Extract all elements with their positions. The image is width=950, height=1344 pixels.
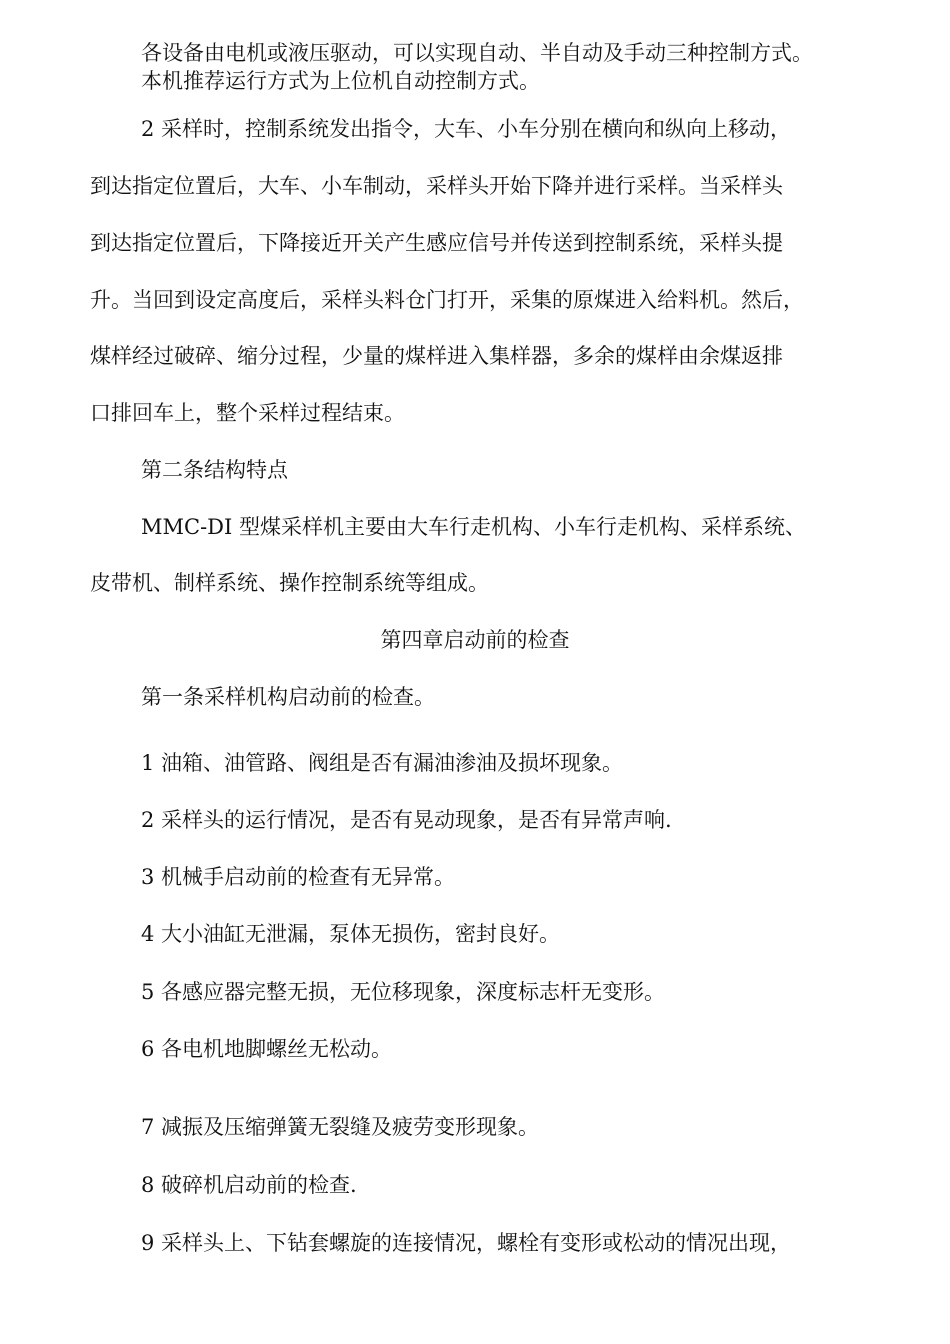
checklist-item: 1 油箱、油管路、阀组是否有漏油渗油及损坏现象。	[141, 751, 624, 775]
paragraph-line: 本机推荐运行方式为上位机自动控制方式。	[141, 69, 540, 93]
checklist-item: 3 机械手启动前的检查有无异常。	[141, 865, 456, 889]
paragraph-line: 皮带机、制样系统、操作控制系统等组成。	[90, 571, 489, 595]
paragraph-line: 煤样经过破碎、缩分过程，少量的煤样进入集样器，多余的煤样由余煤返排	[90, 344, 783, 368]
section-heading: 第二条结构特点	[141, 458, 288, 482]
article-heading: 第一条采样机构启动前的检查。	[141, 685, 435, 709]
paragraph-line: 各设备由电机或液压驱动，可以实现自动、半自动及手动三种控制方式。	[141, 41, 813, 65]
paragraph-line: MMC-DI 型煤采样机主要由大车行走机构、小车行走机构、采样系统、	[141, 515, 806, 539]
checklist-item: 6 各电机地脚螺丝无松动。	[141, 1037, 393, 1061]
paragraph-line: 到达指定位置后，下降接近开关产生感应信号并传送到控制系统，采样头提	[90, 231, 783, 255]
checklist-item: 4 大小油缸无泄漏，泵体无损伤，密封良好。	[141, 922, 561, 946]
paragraph-line: 口排回车上，整个采样过程结束。	[90, 401, 405, 425]
checklist-item: 9 采样头上、下钻套螺旋的连接情况，螺栓有变形或松动的情况出现，	[141, 1231, 792, 1255]
paragraph-line: 升。当回到设定高度后，采样头料仓门打开，采集的原煤进入给料机。然后，	[90, 288, 804, 312]
checklist-item: 5 各感应器完整无损，无位移现象，深度标志杆无变形。	[141, 980, 666, 1004]
paragraph-line: 2 采样时，控制系统发出指令，大车、小车分别在横向和纵向上移动，	[141, 117, 792, 141]
checklist-item: 8 破碎机启动前的检查.	[141, 1173, 357, 1197]
checklist-item: 2 采样头的运行情况，是否有晃动现象，是否有异常声响.	[141, 808, 672, 832]
checklist-item: 7 减振及压缩弹簧无裂缝及疲劳变形现象。	[141, 1115, 540, 1139]
paragraph-line: 到达指定位置后，大车、小车制动，采样头开始下降并进行采样。当采样头	[90, 174, 783, 198]
chapter-heading: 第四章启动前的检查	[380, 628, 570, 652]
